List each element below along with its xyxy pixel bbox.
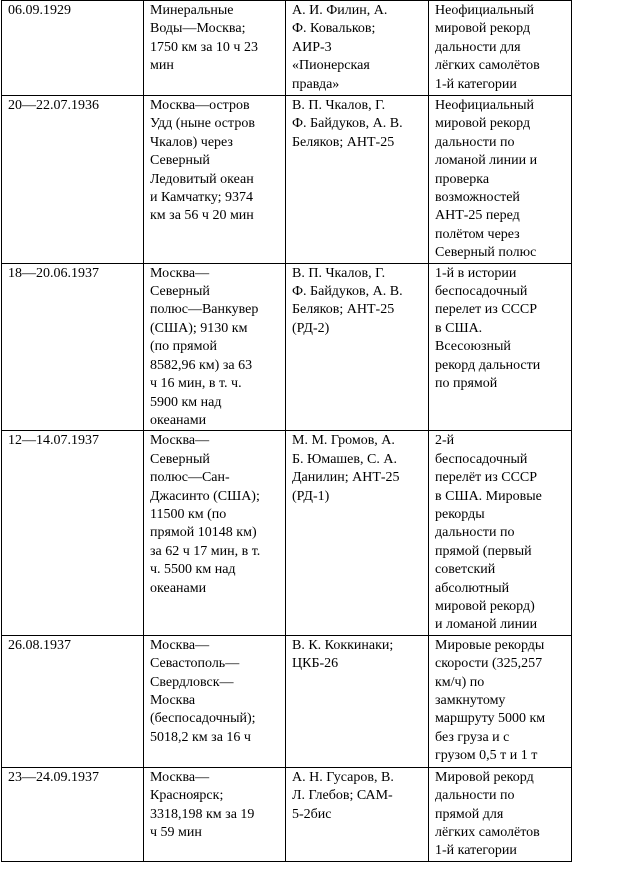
record-note-line: прямой для <box>435 806 504 822</box>
flight-crew-line: В. К. Коккинаки; <box>292 637 394 653</box>
record-note-line: замкнутому <box>435 693 506 708</box>
flight-route-line: ч 59 мин <box>150 825 202 840</box>
record-note-line: маршруту 5000 км <box>435 711 546 727</box>
record-note-line: и ломаной линии <box>435 617 538 633</box>
flight-date-cell <box>2 431 144 635</box>
flight-route-line: 5900 км над <box>150 394 222 410</box>
flight-crew-line: (РД-1) <box>292 488 330 504</box>
record-note-line: лёгких самолётов <box>435 58 540 74</box>
record-note-line: 2-й <box>435 433 455 449</box>
flight-route-line: ч. 5500 км над <box>150 562 236 578</box>
record-note-line: по прямой <box>435 376 498 392</box>
flight-route-line: Северный <box>150 451 210 467</box>
flight-crew-line: Данилин; АНТ-25 <box>292 470 400 486</box>
flight-route-line: океанами <box>150 412 207 428</box>
flight-route-line: Свердловск— <box>150 674 234 690</box>
flight-route-line: мин <box>150 58 174 74</box>
record-note-line: Всесоюзный <box>435 339 511 355</box>
record-note-line: 1-й категории <box>435 843 517 859</box>
flight-crew-line: Ф. Байдуков, А. В. <box>292 284 403 300</box>
flight-route-line: Минеральные <box>150 3 234 18</box>
flight-route-line: км за 56 ч 20 мин <box>150 208 254 224</box>
record-note-line: возможностей <box>435 190 520 206</box>
table-row <box>2 96 572 264</box>
flight-route-line: (по прямой <box>150 339 217 355</box>
flight-route-line: Северный <box>150 153 210 169</box>
record-note-line: дальности по <box>435 134 515 150</box>
table-row <box>2 767 572 861</box>
record-note-line: грузом 0,5 т и 1 т <box>435 748 538 764</box>
flight-crew-line: АИР-3 <box>292 39 332 55</box>
flight-route-line: Удд (ныне остров <box>150 116 255 132</box>
records-table-body <box>2 1 572 862</box>
record-note-cell <box>429 767 572 861</box>
flight-crew-line: М. М. Громов, А. <box>292 433 395 449</box>
flight-route-line: полюс—Ванкувер <box>150 302 259 318</box>
flight-route-line: (США); 9130 км <box>150 320 248 336</box>
flight-date-cell <box>2 96 144 264</box>
flight-date-cell <box>2 263 144 431</box>
flight-crew-line: В. П. Чкалов, Г. <box>292 98 386 113</box>
record-note-line: беспосадочный <box>435 284 528 300</box>
record-note-line: без груза и с <box>435 729 510 745</box>
flight-crew-line: Б. Юмашев, С. А. <box>292 451 397 467</box>
record-note-line: скорости (325,257 <box>435 656 543 672</box>
record-note-line: рекорды <box>435 506 485 522</box>
flight-route-line: Джасинто (США); <box>150 488 260 504</box>
flight-crew-line: А. И. Филин, А. <box>292 3 388 18</box>
table-row <box>2 431 572 635</box>
flight-crew-line: В. П. Чкалов, Г. <box>292 265 386 281</box>
record-note-line: мировой рекорд <box>435 21 531 37</box>
flight-date: 20—22.07.1936 <box>8 98 99 113</box>
table-row <box>2 1 572 96</box>
flight-route-cell <box>144 635 286 767</box>
flight-crew-cell <box>286 767 429 861</box>
flight-route-line: Москва— <box>150 769 210 785</box>
record-note-line: мировой рекорд) <box>435 598 535 614</box>
record-note-line: дальности по <box>435 525 515 541</box>
flight-date: 06.09.1929 <box>8 3 71 18</box>
flight-crew-line: 5-2бис <box>292 806 332 822</box>
record-note-line: Северный полюс <box>435 245 537 261</box>
flight-route-line: Севастополь— <box>150 656 240 672</box>
record-note-line: перелёт из СССР <box>435 470 538 486</box>
record-note-line: рекорд дальности <box>435 357 541 373</box>
flight-route-line: Северный <box>150 284 210 300</box>
flight-route-cell <box>144 1 286 96</box>
flight-date-cell <box>2 635 144 767</box>
flight-crew-line: Беляков; АНТ-25 <box>292 302 395 318</box>
flight-date-cell <box>2 1 144 96</box>
record-note-line: АНТ-25 перед <box>435 208 520 224</box>
record-note-cell <box>429 635 572 767</box>
record-note-line: прямой (первый <box>435 543 532 559</box>
record-note-line: 1-й в истории <box>435 265 517 281</box>
flight-route-cell <box>144 263 286 431</box>
record-note-line: абсолютный <box>435 580 510 596</box>
flight-crew-cell <box>286 96 429 264</box>
flight-crew-line: Л. Глебов; САМ- <box>292 788 393 804</box>
flight-date: 26.08.1937 <box>8 637 71 653</box>
record-note-line: перелет из СССР <box>435 302 538 318</box>
flight-route-line: ч 16 мин, в т. ч. <box>150 376 242 392</box>
flight-route-line: Москва <box>150 693 196 708</box>
flight-date-cell <box>2 767 144 861</box>
flight-crew-line: правда» <box>292 76 340 92</box>
flight-crew-line: А. Н. Гусаров, В. <box>292 769 394 785</box>
record-note-line: Неофициальный <box>435 3 534 18</box>
flight-route-line: прямой 10148 км) <box>150 525 257 541</box>
record-note-line: Мировые рекорды <box>435 637 545 653</box>
record-note-line: полётом через <box>435 226 520 242</box>
flight-crew-line: (РД-2) <box>292 320 330 336</box>
flight-route-line: океанами <box>150 580 207 596</box>
record-note-cell <box>429 1 572 96</box>
record-note-cell <box>429 263 572 431</box>
flight-route-line: и Камчатку; 9374 <box>150 190 254 206</box>
flight-crew-line: ЦКБ-26 <box>292 656 339 672</box>
flight-route-line: Чкалов) через <box>150 134 233 150</box>
flight-crew-line: «Пионерская <box>292 58 370 74</box>
record-note-line: дальности по <box>435 788 515 804</box>
flight-route-line: (беспосадочный); <box>150 711 256 727</box>
record-note-line: км/ч) по <box>435 674 485 690</box>
record-note-line: советский <box>435 562 496 578</box>
flight-route-line: Москва— <box>150 433 210 449</box>
record-note-line: лёгких самолётов <box>435 825 540 840</box>
record-note-line: ломаной линии и <box>435 153 538 169</box>
flight-date: 18—20.06.1937 <box>8 265 99 281</box>
flight-crew-line: Ф. Байдуков, А. В. <box>292 116 403 132</box>
flight-route-line: Воды—Москва; <box>150 21 246 37</box>
record-note-line: в США. <box>435 320 483 336</box>
flight-route-cell <box>144 96 286 264</box>
table-row <box>2 635 572 767</box>
flight-date: 12—14.07.1937 <box>8 433 99 449</box>
flight-route-cell <box>144 767 286 861</box>
flight-route-line: 1750 км за 10 ч 23 <box>150 39 258 55</box>
record-note-line: в США. Мировые <box>435 488 542 504</box>
record-note-line: Неофициальный <box>435 98 534 113</box>
record-note-line: Мировой рекорд <box>435 769 534 785</box>
flight-route-line: 11500 км (по <box>150 506 227 522</box>
flight-route-line: Москва— <box>150 637 210 653</box>
flight-crew-line: Беляков; АНТ-25 <box>292 134 395 150</box>
flight-crew-line: Ф. Ковальков; <box>292 21 376 37</box>
flight-route-line: Москва— <box>150 265 210 281</box>
flight-date: 23—24.09.1937 <box>8 769 99 785</box>
record-note-line: проверка <box>435 171 490 187</box>
flight-route-cell <box>144 431 286 635</box>
flight-route-line: Ледовитый океан <box>150 171 254 187</box>
flight-route-line: 8582,96 км) за 63 <box>150 357 253 373</box>
flight-crew-cell <box>286 431 429 635</box>
flight-crew-cell <box>286 1 429 96</box>
flight-crew-cell <box>286 263 429 431</box>
records-table <box>1 0 572 862</box>
flight-route-line: 3318,198 км за 19 <box>150 806 255 822</box>
flight-crew-cell <box>286 635 429 767</box>
record-note-line: дальности для <box>435 39 521 55</box>
flight-route-line: полюс—Сан- <box>150 470 230 486</box>
record-note-line: беспосадочный <box>435 451 528 467</box>
flight-route-line: 5018,2 км за 16 ч <box>150 729 251 745</box>
record-note-cell <box>429 96 572 264</box>
record-note-line: 1-й категории <box>435 76 517 92</box>
table-row <box>2 263 572 431</box>
record-note-line: мировой рекорд <box>435 116 531 132</box>
flight-route-line: Красноярск; <box>150 788 224 804</box>
flight-route-line: за 62 ч 17 мин, в т. <box>150 543 261 559</box>
record-note-cell <box>429 431 572 635</box>
flight-route-line: Москва—остров <box>150 98 250 113</box>
